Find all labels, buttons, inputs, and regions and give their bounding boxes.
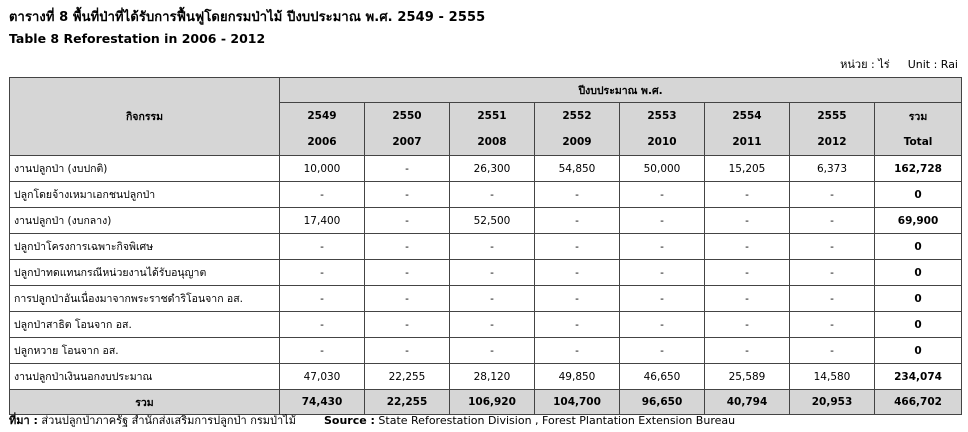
value-cell: - (790, 182, 875, 208)
total-cell: 0 (875, 338, 962, 364)
value-cell: - (620, 260, 705, 286)
value-cell: - (450, 260, 535, 286)
value-cell: - (790, 286, 875, 312)
value-cell: - (620, 208, 705, 234)
table-row (10, 312, 962, 338)
table-title-thai: ตารางที่ 8 พื้นที่ป่าที่ได้รับการฟื้นฟูโดยกรมป่าไม้ ปีงบประมาณ พ.ศ. 2549 - 2555 (9, 10, 486, 25)
source-thai-label: ที่มา : (9, 414, 38, 427)
activity-cell: การปลูกป่าอันเนื่องมาจากพระราชดำริโอนจาก อส. (10, 286, 280, 312)
value-cell: - (280, 234, 365, 260)
activity-cell: งานปลูกป่า (งบกลาง) (10, 208, 280, 234)
unit-thai: หน่วย : ไร่ (840, 58, 890, 71)
total-cell: 0 (875, 260, 962, 286)
total-cell: 162,728 (875, 156, 962, 182)
value-cell: - (790, 312, 875, 338)
value-cell: 47,030 (280, 364, 365, 390)
source-english: State Reforestation Division , Forest Plantation Extension Bureau (378, 414, 736, 427)
value-cell: 26,300 (450, 156, 535, 182)
table-row (10, 260, 962, 286)
value-cell: - (705, 182, 790, 208)
budget-year-header: ปีงบประมาณ พ.ศ. (280, 78, 962, 103)
value-cell: - (705, 286, 790, 312)
value-cell: - (365, 338, 450, 364)
table-row (10, 182, 962, 208)
value-cell: - (535, 208, 620, 234)
unit-label (840, 55, 958, 73)
value-cell: 22,255 (365, 390, 450, 415)
value-cell: - (365, 312, 450, 338)
year-en-header: 2006 (280, 129, 365, 156)
value-cell: 15,205 (705, 156, 790, 182)
table-row (10, 364, 962, 390)
value-cell: 40,794 (705, 390, 790, 415)
value-cell: 10,000 (280, 156, 365, 182)
total-cell: 0 (875, 182, 962, 208)
value-cell: 52,500 (450, 208, 535, 234)
value-cell: - (790, 234, 875, 260)
activity-header: กิจกรรม (10, 78, 280, 156)
activity-cell: งานปลูกป่า (งบปกติ) (10, 156, 280, 182)
reforestation-table (9, 77, 962, 415)
activity-cell: ปลูกโดยจ้างเหมาเอกชนปลูกป่า (10, 182, 280, 208)
value-cell: - (280, 260, 365, 286)
source-thai: ส่วนปลูกป่าภาครัฐ สำนักส่งเสริมการปลูกป่า กรมป่าไม้ (41, 414, 296, 427)
value-cell: - (790, 338, 875, 364)
activity-cell: ปลูกป่าโครงการเฉพาะกิจพิเศษ (10, 234, 280, 260)
year-en-header: 2008 (450, 129, 535, 156)
value-cell: - (450, 312, 535, 338)
value-cell: 46,650 (620, 364, 705, 390)
value-cell: - (620, 182, 705, 208)
value-cell: - (450, 338, 535, 364)
table-row (10, 286, 962, 312)
value-cell: 49,850 (535, 364, 620, 390)
unit-english: Unit : Rai (907, 58, 958, 71)
value-cell: 104,700 (535, 390, 620, 415)
year-th-header: 2550 (365, 103, 450, 130)
value-cell: 106,920 (450, 390, 535, 415)
year-th-header: 2555 (790, 103, 875, 130)
total-en-header: Total (875, 129, 962, 156)
year-en-header: 2011 (705, 129, 790, 156)
value-cell: - (705, 260, 790, 286)
value-cell: - (705, 234, 790, 260)
value-cell: - (280, 182, 365, 208)
value-cell: - (450, 286, 535, 312)
total-th-header: รวม (875, 103, 962, 130)
value-cell: - (790, 260, 875, 286)
value-cell: - (535, 338, 620, 364)
year-th-header: 2552 (535, 103, 620, 130)
value-cell: 28,120 (450, 364, 535, 390)
value-cell: 17,400 (280, 208, 365, 234)
activity-cell: งานปลูกป่าเงินนอกงบประมาณ (10, 364, 280, 390)
source-note (9, 411, 735, 429)
value-cell: - (620, 234, 705, 260)
value-cell: - (280, 286, 365, 312)
value-cell: - (535, 234, 620, 260)
total-cell: 466,702 (875, 390, 962, 415)
value-cell: - (280, 312, 365, 338)
value-cell: - (535, 312, 620, 338)
year-en-header: 2010 (620, 129, 705, 156)
value-cell: 20,953 (790, 390, 875, 415)
value-cell: - (705, 208, 790, 234)
table-row (10, 338, 962, 364)
total-cell: 0 (875, 286, 962, 312)
activity-cell: ปลูกป่าสาธิต โอนจาก อส. (10, 312, 280, 338)
value-cell: 25,589 (705, 364, 790, 390)
year-en-header: 2012 (790, 129, 875, 156)
value-cell: - (365, 260, 450, 286)
table-row (10, 208, 962, 234)
value-cell: 96,650 (620, 390, 705, 415)
table-row (10, 156, 962, 182)
value-cell: - (365, 182, 450, 208)
total-cell: 0 (875, 312, 962, 338)
total-cell: 0 (875, 234, 962, 260)
value-cell: - (365, 234, 450, 260)
value-cell: - (790, 208, 875, 234)
value-cell: - (365, 286, 450, 312)
value-cell: - (620, 338, 705, 364)
year-en-header: 2009 (535, 129, 620, 156)
table-row (10, 234, 962, 260)
value-cell: - (280, 338, 365, 364)
value-cell: 74,430 (280, 390, 365, 415)
value-cell: - (450, 234, 535, 260)
value-cell: - (535, 286, 620, 312)
value-cell: - (535, 260, 620, 286)
total-cell: 69,900 (875, 208, 962, 234)
value-cell: - (705, 312, 790, 338)
activity-cell: ปลูกหวาย โอนจาก อส. (10, 338, 280, 364)
value-cell: - (620, 286, 705, 312)
value-cell: - (365, 208, 450, 234)
value-cell: - (365, 156, 450, 182)
activity-cell: รวม (10, 390, 280, 415)
table-title-english: Table 8 Reforestation in 2006 - 2012 (9, 31, 266, 46)
year-th-header: 2554 (705, 103, 790, 130)
value-cell: 14,580 (790, 364, 875, 390)
value-cell: 22,255 (365, 364, 450, 390)
source-english-label: Source : (323, 414, 375, 427)
value-cell: 54,850 (535, 156, 620, 182)
value-cell: 6,373 (790, 156, 875, 182)
value-cell: - (450, 182, 535, 208)
year-th-header: 2549 (280, 103, 365, 130)
year-th-header: 2551 (450, 103, 535, 130)
value-cell: - (535, 182, 620, 208)
total-cell: 234,074 (875, 364, 962, 390)
value-cell: - (705, 338, 790, 364)
value-cell: - (620, 312, 705, 338)
value-cell: 50,000 (620, 156, 705, 182)
activity-cell: ปลูกป่าทดแทนกรณีหน่วยงานได้รับอนุญาต (10, 260, 280, 286)
year-th-header: 2553 (620, 103, 705, 130)
year-en-header: 2007 (365, 129, 450, 156)
